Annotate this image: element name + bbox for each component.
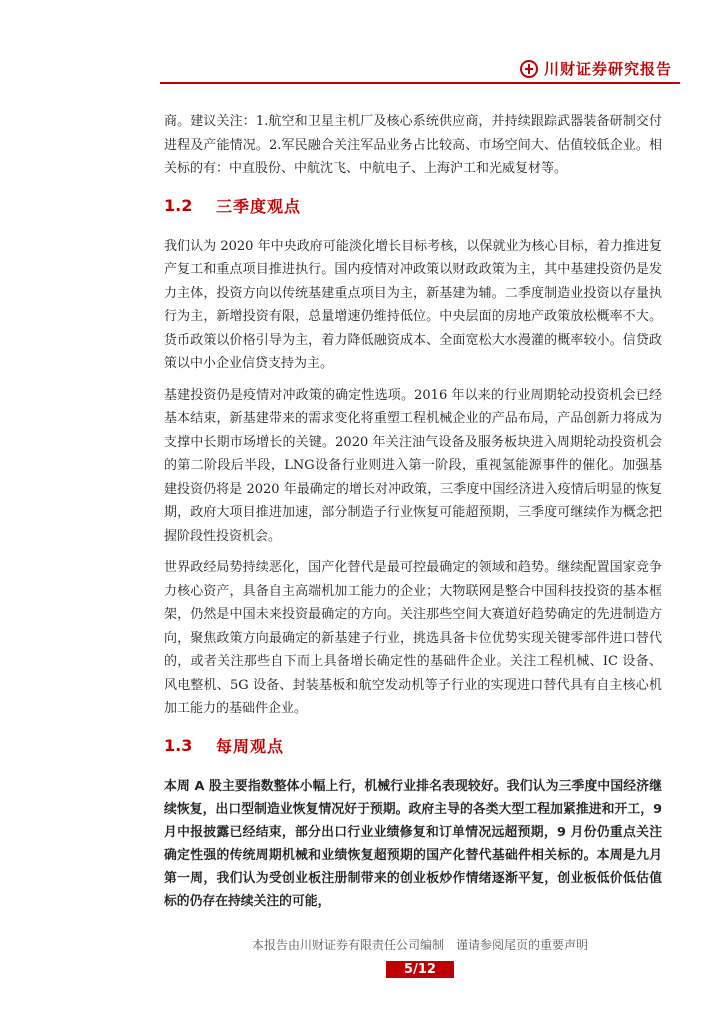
section-title: 每周观点 xyxy=(216,737,285,756)
page-footer xyxy=(160,936,680,978)
disclaimer-note: 本报告由川财证券有限责任公司编制 谨请参阅尾页的重要声明 xyxy=(251,938,588,952)
brand xyxy=(520,58,672,79)
body-paragraph: 我们认为 2020 年中央政府可能淡化增长目标考核，以保就业为核心目标，着力推进复产复工和重点项目推进执行。国内疫情对冲政策以财政政策为主，其中基建投资仍是发力主体，投资方向以传统基建重点项目为主，新基建为辅。二季度制造业投资以存量执行为主，新增投资有限，总量增速仍维持低位。中央层面的房地产政策放松概率不大。货币政策以价格引导为主，着力降低融资成本、全面宽松大水漫灌的概率较小。信贷政策以中小企业信贷支持为主。 xyxy=(164,238,662,371)
body-paragraph: 商。建议关注：1.航空和卫星主机厂及核心系统供应商，并持续跟踪武器装备研制交付进程及产能情况。2.军民融合关注军品业务占比较高、市场空间大、估值较低企业。相关标的有：中直股份、中航沈飞、中航电子、上海沪工和光威复材等。 xyxy=(164,114,662,176)
brand-name: 川财证券研究报告 xyxy=(543,60,672,78)
section-title: 三季度观点 xyxy=(216,197,302,216)
chuancai-logo-icon xyxy=(520,60,538,78)
section-number: 1.3 xyxy=(164,736,193,755)
page-header xyxy=(160,56,680,84)
section-heading xyxy=(164,195,662,217)
report-body xyxy=(164,110,662,921)
page-number: 5/12 xyxy=(386,961,454,978)
body-paragraph: 世界政经局势持续恶化，国产化替代是最可控最确定的领域和趋势。继续配置国家竞争力核心资产，具备自主高端机加工能力的企业；大物联网是整合中国科技投资的基本框架，仍然是中国未来投资最确定的方向。关注那些空间大赛道好趋势确定的先进制造方向，聚焦政策方向最确定的新基建子行业，挑选具备卡位优势实现关键零部件进口替代的，或者关注那些自下而上具备增长确定性的基础件企业。关注工程机械、IC 设备、风电整机、5G 设备、封装基板和航空发动机等子行业的实现进口替代具有自主核心机加工能力的基础件企业。 xyxy=(164,560,662,716)
body-paragraph: 基建投资仍是疫情对冲政策的确定性选项。2016 年以来的行业周期轮动投资机会已经基本结束，新基建带来的需求变化将重塑工程机械企业的产品布局，产品创新力将成为支撑中长期市场增长的关键。2020 年关注油气设备及服务板块进入周期轮动投资机会的第二阶段后半段，LNG设备行业则进入第一阶段，重视氢能源事件的催化。加强基建投资仍将是 2020 年最确定的增长对冲政策，三季度中国经济进入疫情后明显的恢复期，政府大项目推进加速，部分制造子行业恢复可能超预期，三季度可继续作为概念把握阶段性投资机会。 xyxy=(164,387,662,544)
header-divider xyxy=(160,82,680,84)
section-number: 1.2 xyxy=(164,196,193,215)
section-heading xyxy=(164,735,662,757)
body-paragraph-bold: 本周 A 股主要指数整体小幅上行，机械行业排名表现较好。我们认为三季度中国经济继续恢复，出口型制造业恢复情况好于预期。政府主导的各类大型工程加紧推进和开工，9 月中报披露已经结束，部分出口行业业绩修复和订单情况远超预期，9 月份仍重点关注确定性强的传统周期机械和业绩恢复超预期的国产化替代基础件相关标的。本周是九月第一周，我们认为受创业板注册制带来的创业板炒作情绪逐渐平复，创业板低价低估值标的仍存在持续关注的可能， xyxy=(164,778,662,909)
